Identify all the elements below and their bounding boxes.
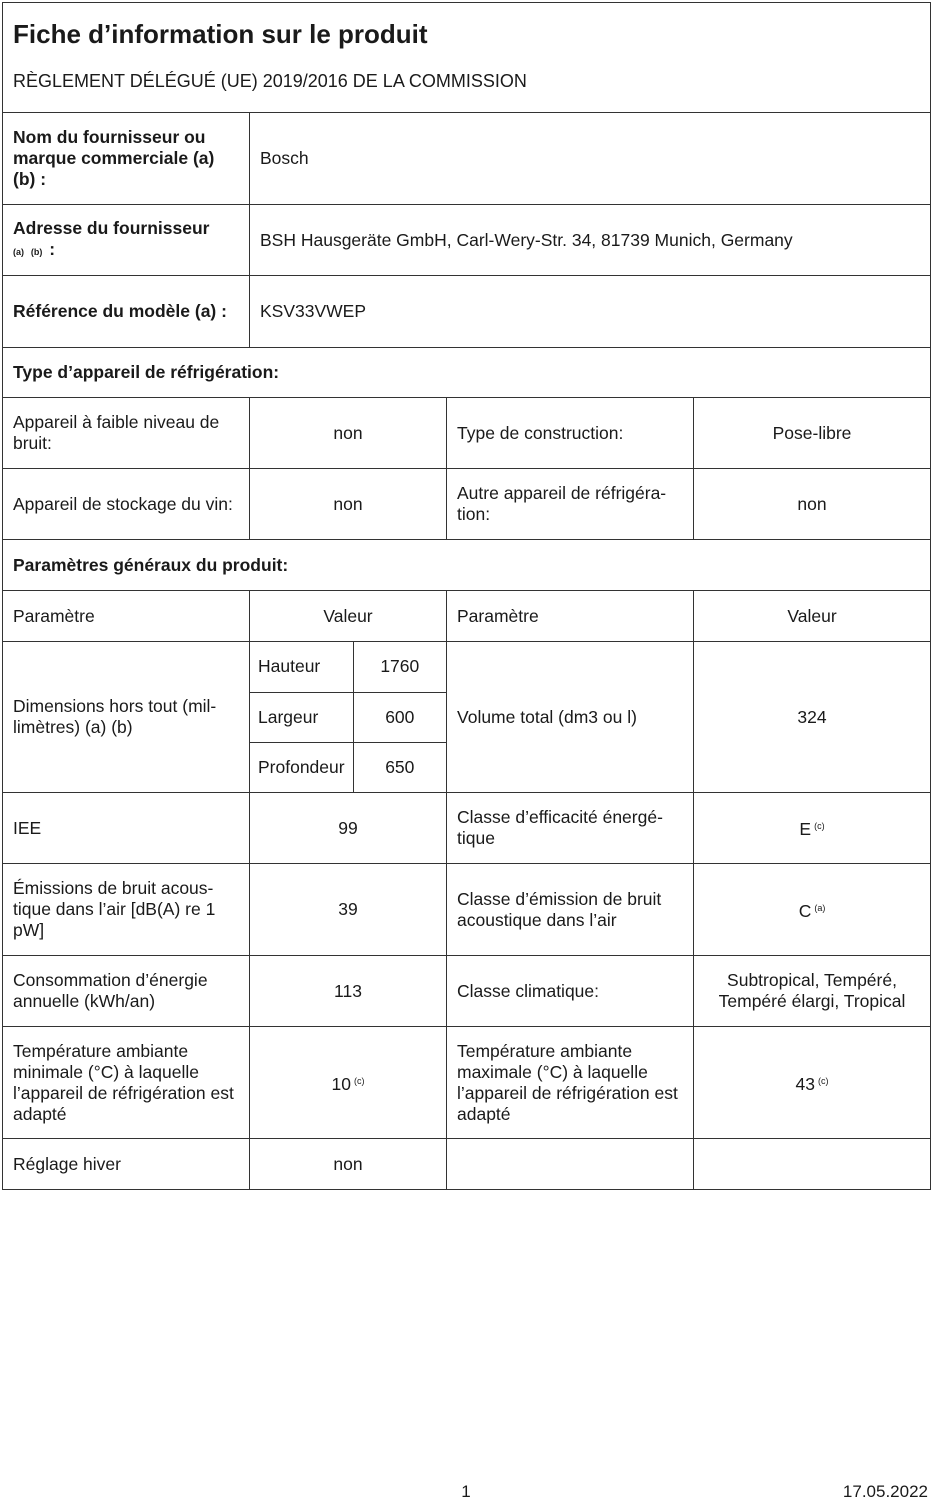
dimensions-label: Dimensions hors tout (mil-limètres) (a) (b): [3, 642, 250, 793]
regulation-reference: RÈGLEMENT DÉLÉGUÉ (UE) 2019/2016 DE LA COMMISSION: [13, 71, 527, 91]
depth-value: 650: [385, 756, 415, 777]
min-ambient-temp-label: Température ambiante minimale (°C) à laquelle l’appareil de réfrigération est adapté: [3, 1027, 250, 1139]
width-value: 600: [353, 692, 446, 742]
model-reference-value: KSV33VWEP: [250, 276, 931, 348]
eei-label: IEE: [3, 793, 250, 864]
appliance-type-heading: Type d’appareil de réfrigération:: [3, 348, 931, 398]
total-volume-value: 324: [694, 642, 931, 793]
other-appliance-label: Autre appareil de réfrigéra-tion:: [447, 469, 694, 540]
supplier-address-value: BSH Hausgeräte GmbH, Carl-Wery-Str. 34, 81739 Munich, Germany: [250, 205, 931, 276]
document-date: 17.05.2022: [842, 1482, 928, 1501]
noise-class-label: Classe d’émission de bruit acoustique dans l’air: [447, 864, 694, 956]
wine-storage-label: Appareil de stockage du vin:: [3, 469, 250, 540]
low-noise-value: non: [250, 398, 447, 469]
energy-class-label: Classe d’efficacité énergé-tique: [447, 793, 694, 864]
width-label: Largeur: [250, 692, 353, 742]
general-parameters-heading: Paramètres généraux du produit:: [3, 540, 931, 591]
min-ambient-temp-value: 10 $^{(c)}$: [250, 1027, 447, 1139]
column-header-parameter: Paramètre: [3, 591, 250, 642]
supplier-name-label: Nom du fournisseur ou marque commerciale (a) (b) :: [3, 113, 250, 205]
header-cell: [3, 3, 931, 113]
winter-setting-value: non: [250, 1139, 447, 1190]
climate-class-label: Classe climatique:: [447, 956, 694, 1027]
supplier-address-label: Adresse du fournisseur (a) (b) :: [3, 205, 250, 276]
dimensions-values: [250, 642, 447, 793]
height-label: Hauteur: [250, 642, 353, 692]
column-header-value: Valeur: [250, 591, 447, 642]
height-value: 1760: [353, 642, 446, 692]
noise-emission-value: 39: [250, 864, 447, 956]
total-volume-label: Volume total (dm3 ou l): [447, 642, 694, 793]
empty-cell: [447, 1139, 694, 1190]
model-reference-label: Référence du modèle (a) :: [3, 276, 250, 348]
construction-type-value: Pose-libre: [694, 398, 931, 469]
construction-type-label: Type de construction:: [447, 398, 694, 469]
noise-class-value: C $^{(a)}$: [694, 864, 931, 956]
energy-class-value: E $^{(c)}$: [694, 793, 931, 864]
supplier-name-value: Bosch: [250, 113, 931, 205]
low-noise-label: Appareil à faible niveau de bruit:: [3, 398, 250, 469]
winter-setting-label: Réglage hiver: [3, 1139, 250, 1190]
depth-label: Profondeur: [250, 742, 353, 792]
wine-storage-value: non: [250, 469, 447, 540]
max-ambient-temp-label: Température ambiante maximale (°C) à laquelle l’appareil de réfrigération est adapté: [447, 1027, 694, 1139]
page-number: 1: [461, 1482, 471, 1501]
max-ambient-temp-value: 43 $^{(c)}$: [694, 1027, 931, 1139]
climate-class-value: Subtropical, Tempéré, Tempéré élargi, Tropical: [694, 956, 931, 1027]
column-header-value: Valeur: [694, 591, 931, 642]
product-information-sheet: [2, 2, 931, 1190]
energy-consumption-value: 113: [250, 956, 447, 1027]
empty-cell: [694, 1139, 931, 1190]
noise-emission-label: Émissions de bruit acous-tique dans l’air [dB(A) re 1 pW]: [3, 864, 250, 956]
eei-value: 99: [250, 793, 447, 864]
energy-consumption-label: Consommation d’énergie annuelle (kWh/an): [3, 956, 250, 1027]
column-header-parameter: Paramètre: [447, 591, 694, 642]
other-appliance-value: non: [694, 469, 931, 540]
document-title: Fiche d’information sur le produit: [13, 19, 428, 49]
